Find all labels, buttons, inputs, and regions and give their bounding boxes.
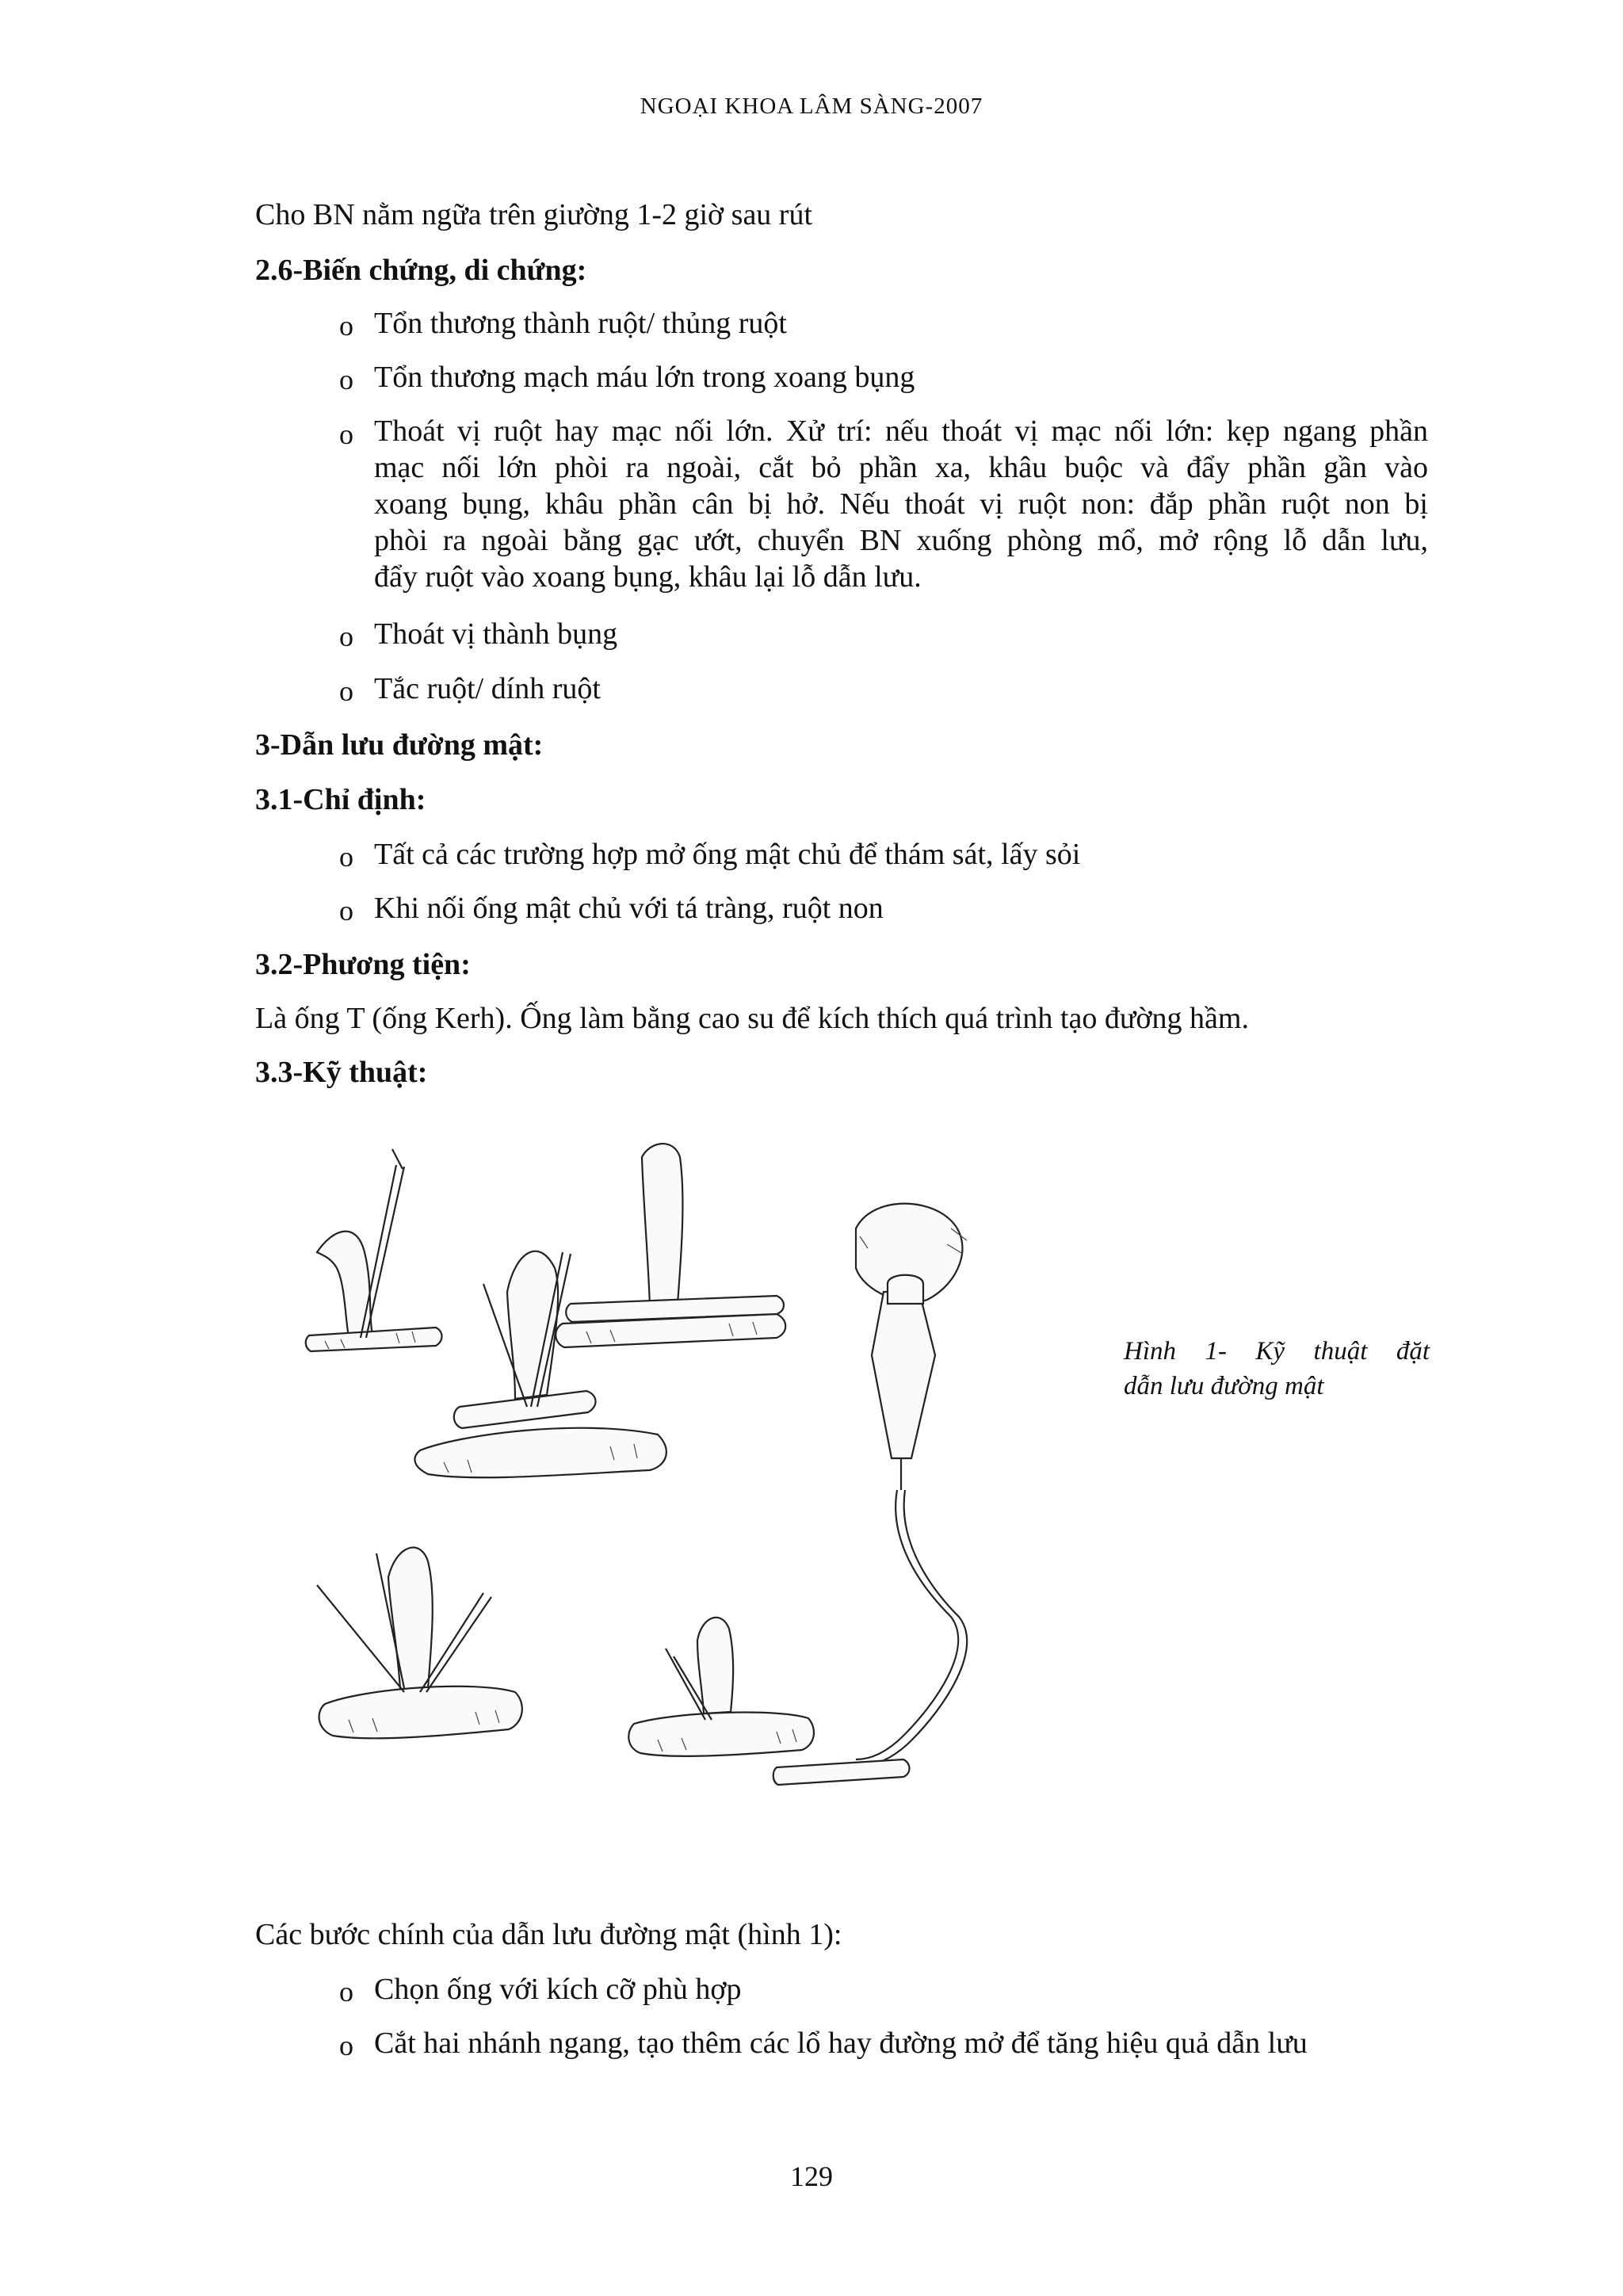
figure-t-tube-technique — [301, 1133, 1109, 1870]
bullet-marker: o — [339, 621, 353, 652]
section-heading: 3.1-Chỉ định: — [255, 783, 426, 816]
bullet-item-line: Thoát vị ruột hay mạc nối lớn. Xử trí: nếu thoát vị mạc nối lớn: kẹp ngang phần — [374, 415, 1428, 448]
section-heading: 3.3-Kỹ thuật: — [255, 1056, 428, 1089]
bullet-marker: o — [339, 1976, 353, 2008]
bullet-item-line: mạc nối lớn phòi ra ngoài, cắt bỏ phần xa, khâu buộc và đẩy phần gần vào — [374, 451, 1428, 484]
bullet-marker: o — [339, 895, 353, 926]
bullet-item-line: xoang bụng, khâu phần cân bị hở. Nếu thoát vị ruột non: đắp phần ruột non bị — [374, 487, 1428, 521]
bullet-marker: o — [339, 2030, 353, 2061]
bullet-marker: o — [339, 418, 353, 450]
running-header: NGOẠI KHOA LÂM SÀNG-2007 — [640, 94, 983, 119]
illustration-panel-3 — [556, 1144, 785, 1347]
bullet-item-line: phòi ra ngoài bằng gạc ướt, chuyển BN xuống phòng mổ, mở rộng lỗ dẫn lưu, — [374, 524, 1428, 557]
paragraph-line: Các bước chính của dẫn lưu đường mật (hình 1): — [255, 1918, 842, 1951]
bullet-item: Khi nối ống mật chủ với tá tràng, ruột non — [374, 892, 884, 925]
bullet-item: Cắt hai nhánh ngang, tạo thêm các lổ hay đường mở để tăng hiệu quả dẫn lưu — [374, 2027, 1308, 2060]
paragraph-line: Cho BN nằm ngữa trên giường 1-2 giờ sau rút — [255, 198, 813, 231]
bullet-marker: o — [339, 364, 353, 395]
illustration-panel-1 — [306, 1149, 442, 1351]
figure-caption-line: dẫn lưu đường mật — [1124, 1372, 1324, 1400]
bullet-item-line: đẩy ruột vào xoang bụng, khâu lại lỗ dẫn lưu. — [374, 560, 922, 594]
illustration-panel-2 — [414, 1251, 666, 1478]
page-number: 129 — [790, 2160, 833, 2192]
bullet-item: Tổn thương thành ruột/ thủng ruột — [374, 307, 787, 340]
illustration-panel-6 — [773, 1204, 967, 1785]
bullet-marker: o — [339, 841, 353, 873]
illustration-panel-4 — [317, 1548, 522, 1739]
bullet-marker: o — [339, 675, 353, 707]
bullet-item: Tổn thương mạch máu lớn trong xoang bụng — [374, 361, 915, 394]
section-heading: 3.2-Phương tiện: — [255, 948, 471, 981]
section-heading: 2.6-Biến chứng, di chứng: — [255, 254, 587, 287]
bullet-item: Chọn ống với kích cỡ phù hợp — [374, 1973, 742, 2006]
illustration-panel-5 — [628, 1618, 814, 1756]
bullet-marker: o — [339, 310, 353, 342]
paragraph-line: Là ống T (ống Kerh). Ống làm bằng cao su để kích thích quá trình tạo đường hầm. — [255, 1002, 1249, 1035]
bullet-item: Tắc ruột/ dính ruột — [374, 672, 601, 705]
section-heading: 3-Dẫn lưu đường mật: — [255, 728, 544, 762]
bullet-item: Thoát vị thành bụng — [374, 617, 618, 651]
figure-caption-line: Hình 1- Kỹ thuật đặt — [1124, 1337, 1430, 1366]
bullet-item: Tất cả các trường hợp mở ống mật chủ để thám sát, lấy sỏi — [374, 838, 1081, 871]
